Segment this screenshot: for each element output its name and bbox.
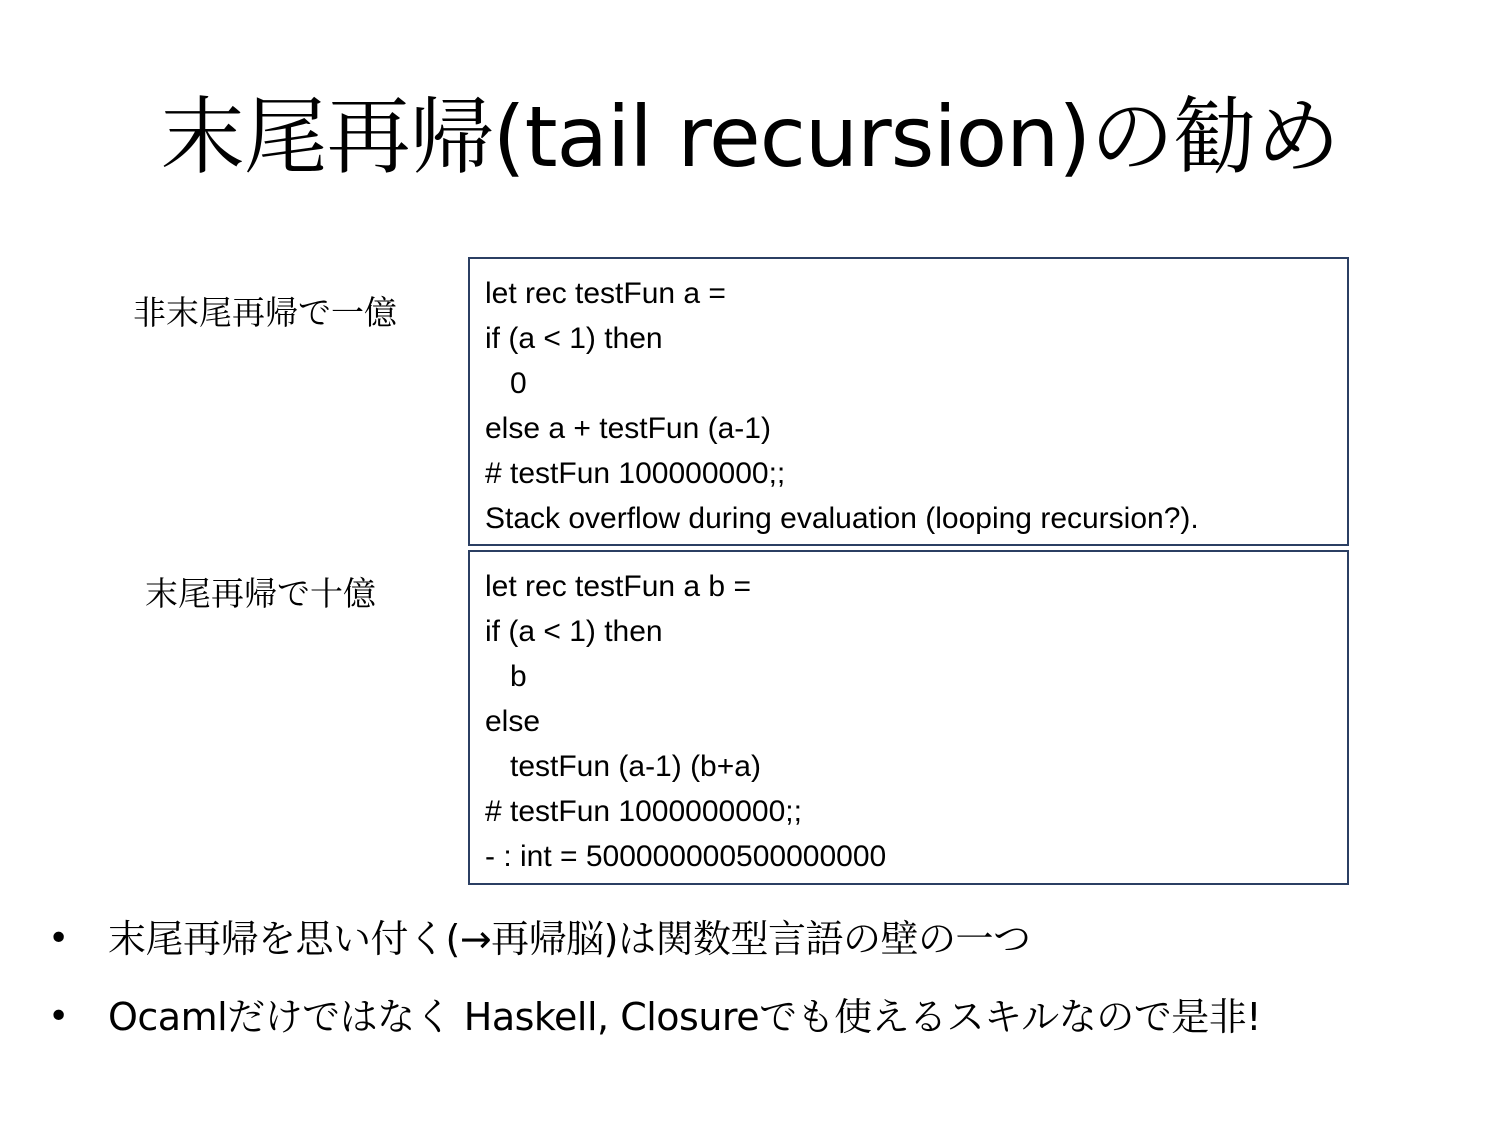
code-line: let rec testFun a b =	[485, 570, 751, 603]
code-line: # testFun 100000000;;	[485, 457, 786, 490]
bullet-marker: •	[48, 918, 70, 959]
code-line: else a + testFun (a-1)	[485, 412, 771, 445]
code-line: # testFun 1000000000;;	[485, 795, 802, 828]
code-line: b	[485, 660, 527, 693]
non-tail-code-box	[468, 257, 1349, 546]
code-line: let rec testFun a =	[485, 277, 726, 310]
code-line: - : int = 500000000500000000	[485, 840, 887, 873]
code-line: Stack overflow during evaluation (looping recursion?).	[485, 502, 1199, 535]
bullet-text: Ocamlだけではなく Haskell, Closureでも使えるスキルなので是非!	[108, 995, 1261, 1039]
list-item	[48, 912, 1488, 990]
code-line: if (a < 1) then	[485, 615, 663, 648]
code-line: testFun (a-1) (b+a)	[485, 750, 761, 783]
bullet-list	[48, 912, 1488, 1068]
bullet-marker: •	[48, 996, 70, 1037]
tail-recursion-label: 末尾再帰で十億	[145, 574, 376, 613]
code-line: 0	[485, 367, 527, 400]
list-item	[48, 990, 1488, 1068]
code-line: else	[485, 705, 541, 738]
tail-code-box	[468, 550, 1349, 885]
non-tail-recursion-label: 非末尾再帰で一億	[133, 293, 397, 332]
bullet-text: 末尾再帰を思い付く(→再帰脳)は関数型言語の壁の一つ	[108, 917, 1031, 961]
slide-title: 末尾再帰(tail recursion)の勧め	[160, 88, 1340, 186]
code-line: if (a < 1) then	[485, 322, 663, 355]
